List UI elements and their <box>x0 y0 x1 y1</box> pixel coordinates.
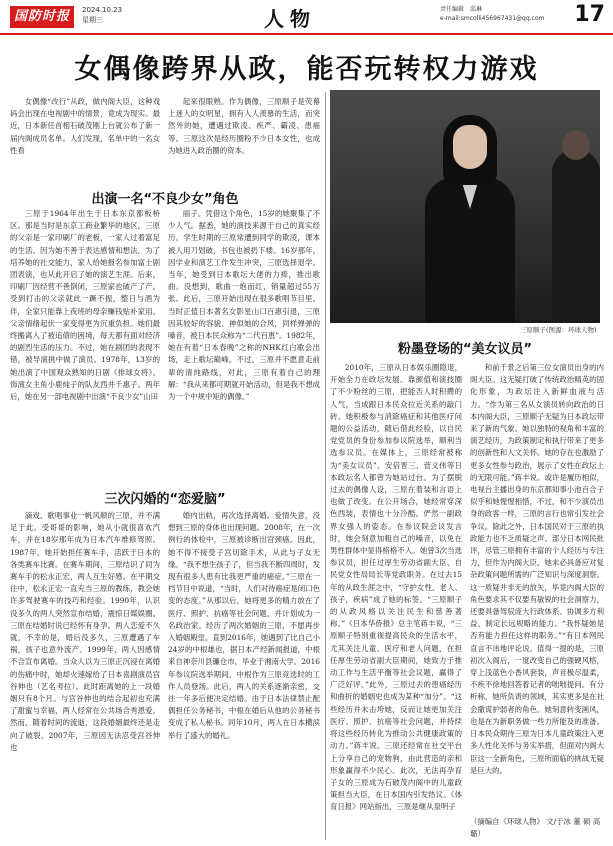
section3-paragraph-2: 和前千景之后第三位女演员出身的内阁大臣。这无疑打破了传统政治精英的固化形象，为政坛注入新鲜血液与活力。“作为第三名从女演员转向政治的日本内阁大臣，三原顺子无疑为日本政坛带来了新的气象。她以独特的视角和丰富的演艺经历，为政策制定和执行带来了更多的创新性和人文关怀。她的存在也激励了更多女性参与政治，展示了女性在政坛上的无限可能。”蒋丰说。或许是履历相似，电视台主播出身的东京都知事小池百合子似乎和她惺惺相惜，不过，和不少演员出身的政客一样，三原的言行也常引发社会争议。除此之外，日本国民对于三原的执政能力也不乏质疑之声。部分日本网民批评，尽管三原拥有丰富的个人经历与专注力，但作为内阁大臣，她未必具备应对复杂政策问题所需的广泛知识与深度洞察。这一质疑并非无的放矢，毕竟内阁大臣的角色要求其不仅要有敏锐的社会洞察力，还要具备驾驭庞大行政体系、协调多方利益、制定长远规略的能力。“我怀疑她是否有能力担任这样的职务。”“有日本网民直言不讳地评论说。值得一提的是，三原初次入阁后，一度改变自己的强硬风格，穿上浅蓝色小香风套装，声音极尽温柔，不疾不徐地回答着记者的咄咄提问。有分析称，她所负责的领域，其实更多是在社会撒谎护弱者的角色。她刻意转变画风，也是在为新职务做一些力所能及的准备。日本民众期待三原为日本儿童政策注入更多人性化关怀与务实举措，但面对内阁大臣这一全新角色，三原所面临的挑战无疑是巨大的。 <box>470 363 604 775</box>
masthead-rule <box>0 33 613 35</box>
section-heading-1: 出演一名“不良少女”角色 <box>91 192 239 207</box>
section2-column-left <box>10 510 160 840</box>
photo-caption: 三原顺子(图源：环球人物) <box>520 326 597 334</box>
section2-paragraph-right: 婚内出轨，再次选择离婚。爱情失意，没想到三原的身体也出现问题。2008年，在一次例行的体检中，三原被诊断出宫颈癌。因此，她不得不接受子宫切除手术，从此与子女无缘。“我不想生孩子了，但当我不断四周时，发现有很多人患有比我更严重的癌症。”三原在一档节目中说道，“当时，人们对待癌症是闭口色变的态度。”从那以后，她将更多的精力放在了医疗、照护、抗癌等社会问题，并计划成为一名政治家。经历了两次婚姻的三原，不愿再步入婚姻殿堂。直到2016年，她遇到了比自己小24岁的中根雄也，据日本产经新闻报道，中根来自神奈川县镰仓市，毕业于湘南大学。2016年参议院选举期间，中根作为三原竞选时的工作人员登场。此后，两人的关系逐渐亲密，交往一年多后便决定结婚。由于日本法律禁止配偶担任公务秘书，中根在婚后从他的公务秘书变成了私人秘书。同年10月，两人在日本横滨举行了盛大的婚礼。 <box>168 511 320 740</box>
column-divider <box>325 92 326 840</box>
byline <box>470 816 604 842</box>
background-person <box>552 150 600 323</box>
byline-text: （摘编自《环球人物》 文/于冰 董 硕 高璐） <box>470 817 601 839</box>
editor-name: 邱琳 <box>470 6 483 13</box>
section1-paragraph-right: 丽子。凭借这个角色，15岁的她聚集了不少人气。据悉，她的演技来源于自己的真实经历。学生时期的三原常遭到同学的欺凌，课本被人用刀划破，书包也被扔下楼。16岁那年，因学业和演艺工作发生冲突，三原选择退学。当年，她受到日本歌坛大佬的力捧，推出歌曲。没想到，歌曲一炮而红，销量超过55万张。此后，三原开始出现在很多歌唱节目里。当时正值日本著名女影星山口百惠引退，三原因其较好的容貌、神似她的合风，同样弹弹的嗓音，被日本民众称为“二代百恵”。1982年，她在有着“日本春晚”之称的NHK红白歌会出场，走上歌坛巅峰。不过，三原并不愿意走前辈的清纯路线，对此，三原有着自己的理解：“我从来都可期就开始活动，但是我不想成为一个中规中矩的偶像。” <box>168 209 320 402</box>
article-headline: 女偶像跨界从政，能否玩转权力游戏 <box>74 54 539 85</box>
section3-column-1 <box>330 362 462 840</box>
editor-label: 责任编辑 <box>440 6 465 13</box>
section1-column-right <box>168 208 320 474</box>
section1-paragraph-left: 三原于1964年出生于日本东京都板桥区。那是当时是东京工商业繁华的地区，三原的父亲是一家印刷厂的老板，一家人过着富足的生活。因为她不善于表达感情和想法，为了培养她的社交能力，家人给她报名参加富士剧团表演，也从此开启了她的演艺生涯。后来，印刷厂因经营不善倒闭，三原家也破产了产。受到打击的父亲就此一蹶不振，整日与酒为伴，全家只能靠上夜班的母亲赚钱贴补家用。父亲情绪起伏一家变得更为沉重负担。她们最终搬离入了被追债的困境，每天都有面对经济的剧烈生活的压力。不过，她在剧团的表现不错，被导演挑中做了演员。1978年，13岁的她出演了中国观众熟知的日剧《排球女将》。饰演女主角小鹿纯子的队友西井千惠子。两年后，她在另一部电视剧中出演“不良少女”山田 <box>10 209 160 402</box>
masthead <box>0 0 613 34</box>
issue-weekday: 星期三 <box>82 16 103 24</box>
portrait-photo <box>330 90 600 323</box>
woman-figure <box>425 115 515 323</box>
intro-column-right <box>168 96 320 182</box>
intro-paragraph-right: 起来很眼熟。作为偶像，三原顺子是荧幕上迷人的女明星，拥有人人羡慕的生活，而突然外的她，遭遇过欺凌、疾严、霸凌、患癌等。三原这次是经历圈粉不少日本女性，也成为她进入政治圈的资本。 <box>168 97 320 155</box>
editor-email: e-mail:smcolli456967431@qq.com <box>440 15 545 22</box>
date-block <box>82 5 122 25</box>
section3-column-2 <box>470 362 604 818</box>
section1-column-left <box>10 208 160 474</box>
issue-date: 2024.10.23 <box>82 6 123 14</box>
intro-column-left <box>10 96 160 182</box>
section3-paragraph-1: 2010年，三原从日本娱乐圈隐退，开始全力在政坛发展。靠颜值和演技圈了不少粉丝的三原，把能否人时积攒的人气，当成跟日本民众拉近关系的敲门砖。她积极参与消除癌症和其他医疗问题的公益活动，随后借此经验，以自民党党员的身份参加参议院选举，顺利当选参议员。在媒体上，三原经常被称为“美女议员”。安倍晋三、菅义伟等日本政坛名人都曾为她站过台。为了摆脱过去的偶像人设，三原在着装和言语上也做了改变。在公开场合，她经常穿深色西装，表情也十分冷酷。俨然一副政界女强人的姿态。在参议院会议发言时，她会刻意加粗自己的嗓音，以免在男性群体中显得格格不入。她曾3次当选参议员，担任过厚生劳动省副大臣、自民党女性局局长等党政职务。在过去15年的从政生涯之中，“守护女性、老人、孩子，疾病”成了她的标签。“三原顺子的从政风格以关注民生和慈善著称。”《日本华侨报》总主笔蒋丰说，“三原顺子特别重视提高民众的生活水平，尤其关注儿童、医疗和老人问题，在担任厚生劳动省副大臣期间，她致力于推动工作与生活平衡等社会议题，赢得了广泛好评。”此外，三原过去的患癌经历和曲折的婚姻史也成为某种“加分”。“这些经历并未击垮她，反而让她更加关注医疗、照护、抗癌等社会问题，并持续将这些经历转化为推动公共健康政策的动力。”蒋丰说。三原还经常在社交平台上分享自己的宠物狗，由此营造的亲和形象赢得不少民心。此次，无法再孕育子女的三原成为石破茂内阁中的儿童政策担当大臣，在日本国内引发热议。《体育日报》网站指出，三原是继从泉明子 <box>330 363 462 812</box>
editor-info <box>440 5 585 23</box>
section-heading-2: 三次闪婚的“恋爱脑” <box>104 492 226 507</box>
section-heading-3: 粉墨登场的“美女议员” <box>397 342 533 357</box>
section2-paragraph-left: 滴戏、歌唱事业一帆风顺的三原，并不满足于此。受哥哥的影响，她从小就很喜欢汽车，并在18岁那年成为日本汽车维修驾照。1987年，她开始担任赛车手，活跃于日本的各类赛车比赛。在赛车期间，三原结识了同为赛车手的松永正宏，两人互生好感。在平期交往中，松永正宏一直充当三原的教练，教会她许多驾驶赛车的技巧和经验。1990年，认识没多久的两人突然宣布结婚，震惊日媒娱圈。三原在结婚时说已经怀有身孕。两人恋爱不久就，不幸的是，婚后没多久，三原遭遇了车祸，孩子也意外流产。1999年，两人因感情不合宣布离婚。当众人以为三原正沉浸在离婚的伤痛中时，她却火速嫁给了日本喜剧演员宫谷伸也（艺名考拉）。此时距离她的上一段婚姻只有8个月。与宫谷伸也的结合起初也充满了甜蜜与幸福，两人经常在公共场合秀恩爱。然而，随着时间的流逝，这段婚姻最终还是走向了破裂。2007年，三原因无法忍受宫谷伸也 <box>10 511 160 752</box>
section2-column-right <box>168 510 320 840</box>
section-title: 人物 <box>264 7 316 31</box>
page-number: 17 <box>574 2 605 27</box>
newspaper-logo: 国防时报 <box>10 6 74 28</box>
intro-paragraph-left: 女偶像“改行”从政，做内阁大臣，这种戏码会出现在电视剧中的情景，竟成为现实。最近，日本新任首相石破茂刚上台就公布了新一届内阁成员名单。人们发现，名单中的一名女性看 <box>10 97 160 155</box>
